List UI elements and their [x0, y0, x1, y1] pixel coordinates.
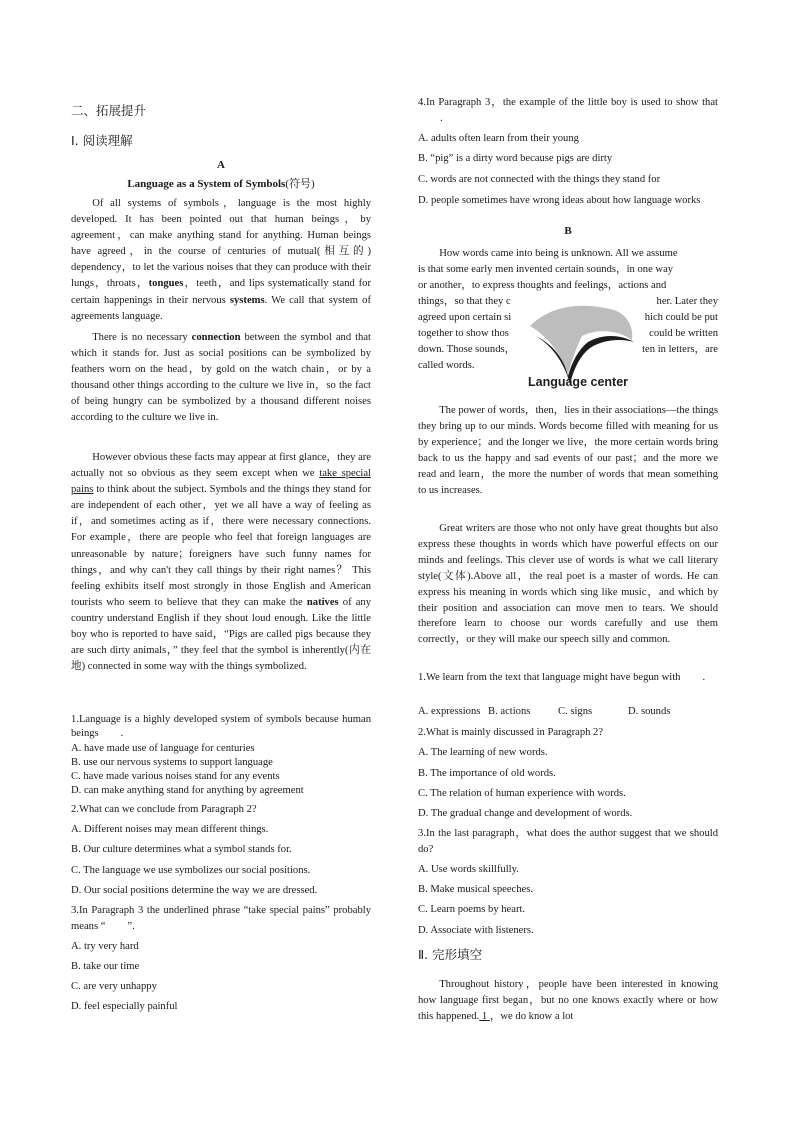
question-a4: 4.In Paragraph 3，the example of the little boy is used to show that.	[418, 97, 718, 124]
option-b1-a[interactable]: A. expressions	[418, 706, 481, 717]
option-a1-c[interactable]: C. have made various noises stand for any events	[71, 771, 280, 782]
question-b3: 3.In the last paragraph，what does the author suggest that we should do?	[418, 828, 718, 855]
passage-b-line-8: called words.	[418, 360, 475, 371]
passage-b-line-1: How words came into being is unknown. All we assume	[439, 248, 678, 259]
passage-b-line-5-left: agreed upon certain si	[418, 312, 512, 323]
passage-b-line-4-left: things，so that they c	[418, 296, 511, 307]
question-b2: 2.What is mainly discussed in Paragraph 2?	[418, 727, 604, 738]
option-a4-d[interactable]: D. people sometimes have wrong ideas about how language works	[418, 195, 701, 206]
option-a4-a[interactable]: A. adults often learn from their young	[418, 133, 579, 144]
passage-b-paragraph-3: Great writers are those who not only have great thoughts but also express these thoughts in words which have powerful effects on our minds and feelings. This clever use of words is what we call literary style(文体).Above all，the real poet is a master of words. He can express his meaning in words which sing like music，and which by their position and association can move men to tears. We should therefore learn to choose our words carefully and use them correctly，or they will make our speech silly and common.	[418, 523, 718, 646]
option-b2-a[interactable]: A. The learning of new words.	[418, 747, 548, 758]
question-b1: 1.We learn from the text that language might have begun with .	[418, 672, 706, 683]
option-a4-c[interactable]: C. words are not connected with the things they stand for	[418, 174, 661, 185]
option-a2-d[interactable]: D. Our social positions determine the way we are dressed.	[71, 885, 318, 896]
cloze-paragraph-1: Throughout history，people have been interested in knowing how language first began，but no one knows exactly where or how this happened. 1 ，we do know a lot	[418, 979, 718, 1022]
option-b3-d[interactable]: D. Associate with listeners.	[418, 925, 534, 936]
option-b1-d[interactable]: D. sounds	[628, 706, 671, 717]
cloze-heading: Ⅱ. 完形填空	[418, 947, 483, 962]
question-a3: 3.In Paragraph 3 the underlined phrase “take special pains” probably means “ ”.	[71, 905, 371, 932]
option-b2-c[interactable]: C. The relation of human experience with words.	[418, 788, 626, 799]
reading-heading: Ⅰ. 阅读理解	[71, 133, 133, 148]
logo-caption: Language center	[527, 375, 629, 389]
option-a2-a[interactable]: A. Different noises may mean different things.	[71, 824, 269, 835]
option-b3-b[interactable]: B. Make musical speeches.	[418, 884, 534, 895]
passage-a-title: Language as a System of Symbols(符号)	[127, 178, 315, 190]
passage-b-label: B	[564, 225, 572, 237]
passage-b-line-4-right: her. Later they	[656, 296, 718, 307]
option-a2-b[interactable]: B. Our culture determines what a symbol stands for.	[71, 844, 292, 855]
passage-b-line-5-right: hich could be put	[644, 312, 718, 323]
section-title: 二、拓展提升	[71, 103, 147, 118]
option-b2-d[interactable]: D. The gradual change and development of words.	[418, 808, 633, 819]
question-a2: 2.What can we conclude from Paragraph 2?	[71, 804, 257, 815]
option-a1-d[interactable]: D. can make anything stand for anything by agreement	[71, 785, 304, 796]
option-b3-c[interactable]: C. Learn poems by heart.	[418, 904, 526, 915]
option-a1-b[interactable]: B. use our nervous systems to support language	[71, 757, 273, 768]
option-b2-b[interactable]: B. The importance of old words.	[418, 768, 556, 779]
option-b1-c[interactable]: C. signs	[558, 706, 593, 717]
option-a3-c[interactable]: C. are very unhappy	[71, 981, 157, 992]
question-a1: 1.Language is a highly developed system of symbols because human beings .	[71, 714, 371, 739]
option-a4-b[interactable]: B. “pig” is a dirty word because pigs are dirty	[418, 153, 613, 164]
option-a3-b[interactable]: B. take our time	[71, 961, 140, 972]
passage-a-paragraph-1: Of all systems of symbols，language is the most highly developed. It has been pointed out that human beings，by agreement，can make anything stand for anything. Human beings have agreed，in the course of centuries of mutual(相互的) dependency，to let the various noises that they can produce with their lungs，throats，tongues，teeth，and lips systematically stand for certain happenings in their nervous systems. We call that system of agreements language.	[71, 198, 371, 322]
passage-b-line-7-right: ten in letters，are	[642, 344, 718, 355]
option-a3-a[interactable]: A. try very hard	[71, 941, 139, 952]
option-a1-a[interactable]: A. have made use of language for centuries	[71, 743, 255, 754]
passage-b-line-2: is that some early men invented certain sounds，in one way	[418, 264, 674, 275]
passage-a-paragraph-3: However obvious these facts may appear at first glance，they are actually not so obvious as they seem except when we take special pains to think about the subject. Symbols and the things they stand for are independent of each other，yet we all have a way of feeling as if，and sometimes acting as if，there were necessary connections. For example，there are people who feel that foreign languages are unreasonable by nature；foreigners have such funny names for things，and why can't they call things by their right names？ This feeling exhibits itself most strongly in those English and American tourists who seem to believe that they can make the natives of any country understand English if they shout loud enough. Like the little boy who is reported to have said，“Pigs are called pigs because they are such dirty animals，” they feel that the symbol is inherently(内在地) connected in some way with the things symbolized.	[71, 452, 372, 673]
passage-b-paragraph-2: The power of words，then，lies in their associations—the things they bring up to our minds. Words become filled with meaning for us by experience；and the longer we live，the more certain words bring back to us the happy and sad events of our past；and the more we read and learn，the more the number of words that mean something to us increases.	[418, 405, 718, 496]
passage-a-paragraph-2: There is no necessary connection between the symbol and that which it stands for. Just as social positions can be symbolized by feathers worn on the head，by gold on the watch chain，or by a thousand other things according to the culture we live in，so the fact of being hungry can be symbolized by a thousand different noises according to the culture we live in.	[71, 332, 371, 424]
passage-b-line-6-right: could be written	[649, 328, 718, 339]
passage-b-line-6-left: together to show thos	[418, 328, 509, 339]
cloze-blank-1[interactable]: 1	[481, 1010, 488, 1022]
question-b1-options	[418, 706, 718, 717]
option-b3-a[interactable]: A. Use words skillfully.	[418, 864, 519, 875]
passage-b-line-7-left: down. Those sounds，	[418, 344, 516, 355]
passage-a-label: A	[217, 159, 225, 171]
option-b1-b[interactable]: B. actions	[488, 706, 531, 717]
option-a2-c[interactable]: C. The language we use symbolizes our social positions.	[71, 865, 311, 876]
passage-b-line-3: or another，to express thoughts and feelings，actions and	[418, 280, 667, 291]
option-a3-d[interactable]: D. feel especially painful	[71, 1001, 178, 1012]
